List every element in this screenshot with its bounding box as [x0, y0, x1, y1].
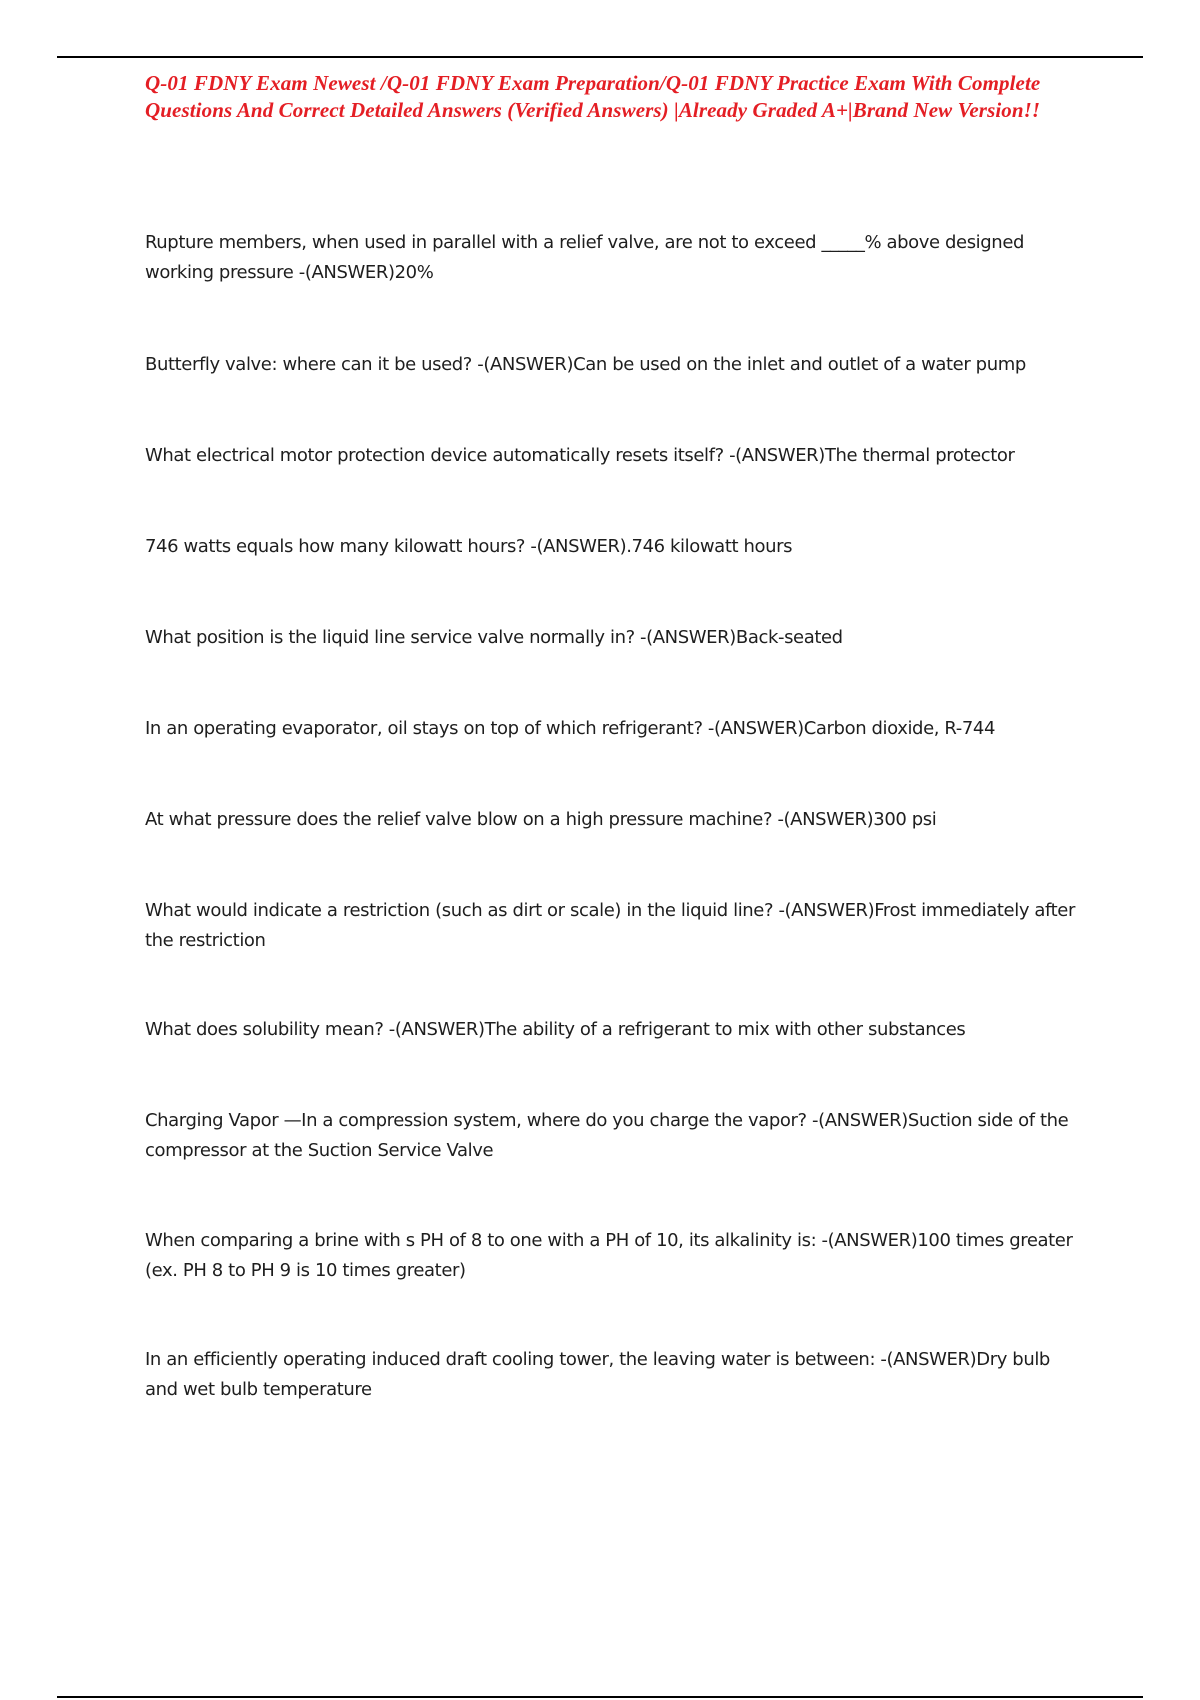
qa-item-evaporator-oil: In an operating evaporator, oil stays on top of which refrigerant? -(ANSWER)Carbon dioxide, R-744 — [145, 718, 996, 739]
qa-item-liquid-line-restriction: What would indicate a restriction (such as dirt or scale) in the liquid line? -(ANSWER)Frost immediately after the restriction — [145, 900, 1075, 951]
top-rule — [57, 56, 1143, 58]
document-title: Q-01 FDNY Exam Newest /Q-01 FDNY Exam Preparation/Q-01 FDNY Practice Exam With Complete Questions And Correct Detailed Answers (Verified Answers) |Already Graded A+|Brand New Version!! — [145, 71, 1041, 122]
qa-item-charging-vapor: Charging Vapor —In a compression system, where do you charge the vapor? -(ANSWER)Suction side of the compressor at the Suction Service Valve — [145, 1110, 1069, 1161]
qa-item-liquid-line-valve: What position is the liquid line service valve normally in? -(ANSWER)Back-seated — [145, 627, 843, 648]
qa-item-watts-kilowatt: 746 watts equals how many kilowatt hours? -(ANSWER).746 kilowatt hours — [145, 536, 793, 557]
qa-item-butterfly-valve: Butterfly valve: where can it be used? -(ANSWER)Can be used on the inlet and outlet of a water pump — [145, 354, 1026, 375]
qa-item-relief-valve-pressure: At what pressure does the relief valve blow on a high pressure machine? -(ANSWER)300 psi — [145, 809, 937, 830]
qa-item-cooling-tower: In an efficiently operating induced draft cooling tower, the leaving water is between: -(ANSWER)Dry bulb and wet bulb temperature — [145, 1349, 1050, 1400]
qa-item-motor-protection: What electrical motor protection device automatically resets itself? -(ANSWER)The thermal protector — [145, 445, 1015, 466]
bottom-rule — [57, 1696, 1143, 1698]
qa-item-rupture-members: Rupture members, when used in parallel with a relief valve, are not to exceed _____% above designed working pressure -(ANSWER)20% — [145, 232, 1025, 283]
qa-item-solubility: What does solubility mean? -(ANSWER)The ability of a refrigerant to mix with other substances — [145, 1019, 966, 1040]
qa-item-brine-alkalinity: When comparing a brine with s PH of 8 to one with a PH of 10, its alkalinity is: -(ANSWER)100 times greater (ex. PH 8 to PH 9 is 10 times greater) — [145, 1230, 1073, 1281]
